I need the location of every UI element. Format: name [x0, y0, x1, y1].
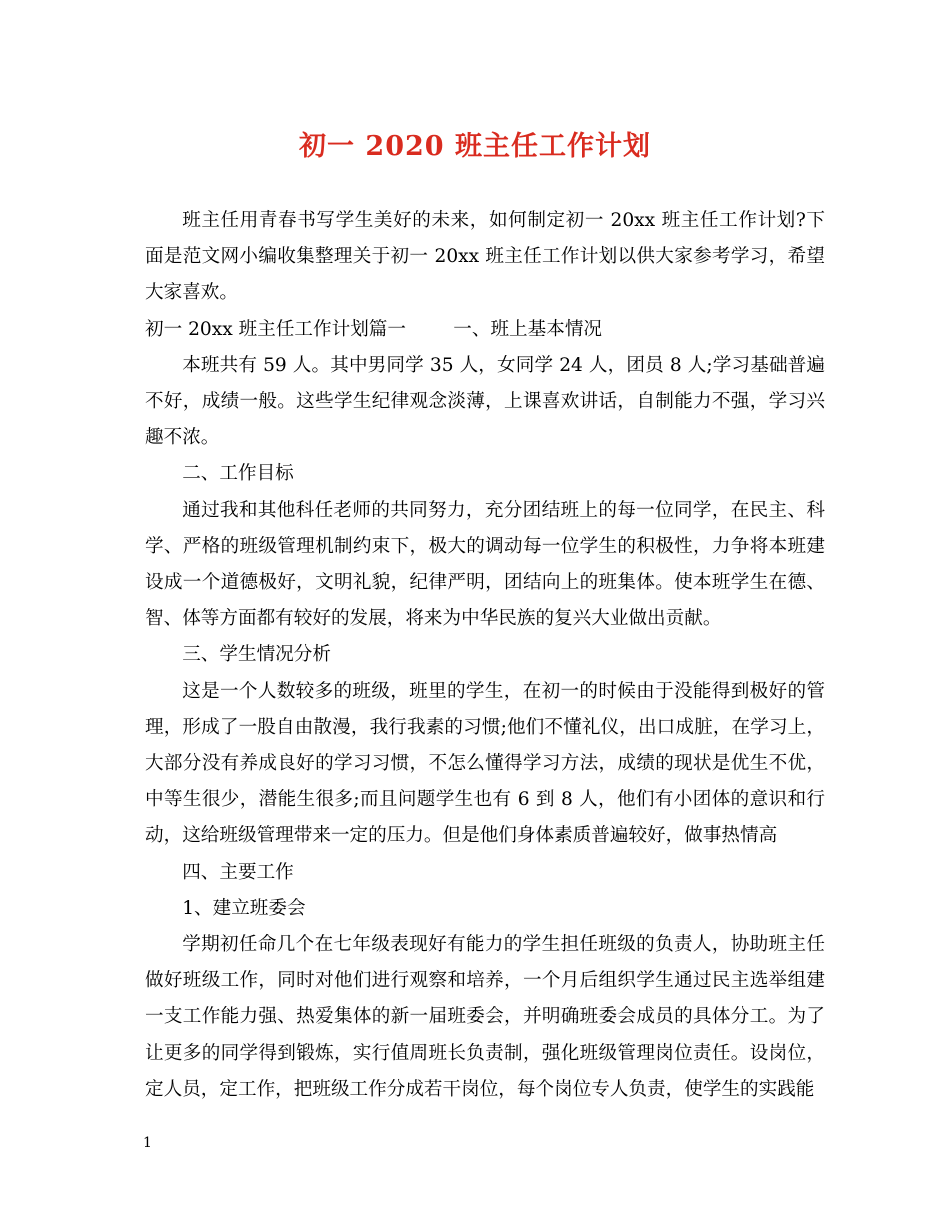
section-heading-student-analysis: 三、学生情况分析	[182, 644, 331, 666]
subsection-heading-class-committee: 1、建立班委会	[182, 897, 306, 919]
document-title: 初一 2020 班主任工作计划	[299, 131, 651, 162]
paragraph-class-overview: 本班共有 59 人。其中男同学 35 人，女同学 24 人，团员 8 人;学习基础普遍不好，成绩一般。这些学生纪律观念淡薄，上课喜欢讲话，自制能力不强，学习兴趣不浓。	[145, 354, 825, 449]
paragraph-class-committee: 学期初任命几个在七年级表现好有能力的学生担任班级的负责人，协助班主任做好班级工作，同时对他们进行观察和培养，一个月后组织学生通过民主选举组建一支工作能力强、热爱集体的新一届班委会，并明确班委会成员的具体分工。为了让更多的同学得到锻炼，实行值周班长负责制，强化班级管理岗位责任。设岗位，定人员，定工作，把班级工作分成若干岗位，每个岗位专人负责，使学生的实践能	[145, 934, 825, 1100]
section-heading-goals: 二、工作目标	[182, 463, 294, 485]
section-heading-basic-situation: 初一 20xx 班主任工作计划篇一 一、班上基本情况	[145, 318, 603, 340]
section-heading-main-work: 四、主要工作	[182, 861, 294, 883]
document-body	[145, 203, 825, 1108]
paragraph-intro: 班主任用青春书写学生美好的未来，如何制定初一 20xx 班主任工作计划?下面是范文网小编收集整理关于初一 20xx 班主任工作计划以供大家参考学习，希望大家喜欢。	[145, 210, 825, 304]
page-number: 1	[143, 1135, 152, 1151]
paragraph-goals: 通过我和其他科任老师的共同努力，充分团结班上的每一位同学，在民主、科学、严格的班级管理机制约束下，极大的调动每一位学生的积极性，力争将本班建设成一个道德极好，文明礼貌，纪律严明，团结向上的班集体。使本班学生在德、智、体等方面都有较好的发展，将来为中华民族的复兴大业做出贡献。	[145, 499, 825, 630]
paragraph-student-analysis: 这是一个人数较多的班级，班里的学生，在初一的时候由于没能得到极好的管理，形成了一股自由散漫，我行我素的习惯;他们不懂礼仪，出口成脏，在学习上，大部分没有养成良好的学习习惯，不怎么懂得学习方法，成绩的现状是优生不优，中等生很少，潜能生很多;而且问题学生也有 6 到 8 人，他们有小团体的意识和行动，这给班级管理带来一定的压力。但是他们身体素质普遍较好，做事热情高	[145, 680, 825, 847]
